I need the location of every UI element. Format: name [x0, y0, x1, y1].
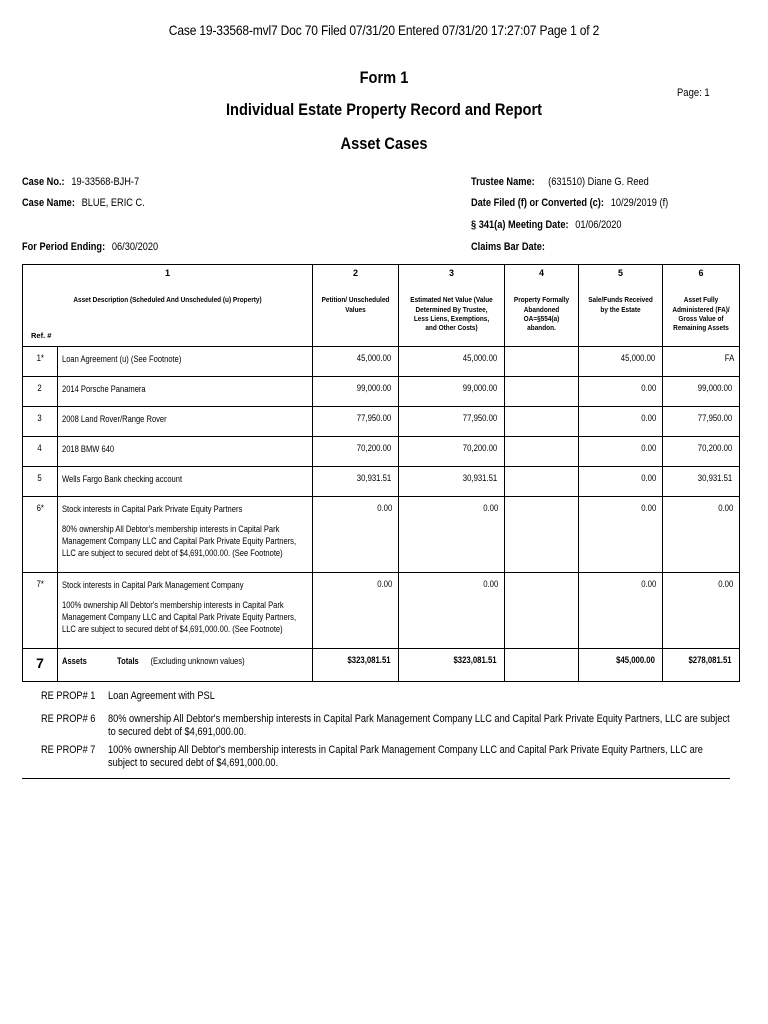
asset-description: 2014 Porsche Panamera [58, 377, 313, 407]
table-row [23, 573, 740, 649]
form-subtitle: Individual Estate Property Record and Report [225, 100, 543, 119]
petition-value: 99,000.00 [313, 377, 399, 407]
table-row [23, 377, 740, 407]
ref-number: 6* [23, 497, 58, 573]
remaining-value: 99,000.00 [663, 377, 740, 407]
abandoned-value [505, 497, 579, 573]
case-number-label: Case No.: [22, 176, 65, 188]
column-header-label: Property Formally Abandoned OA=§554(a) abandon. [513, 295, 570, 333]
sale-value: 0.00 [579, 437, 663, 467]
total-abandoned [505, 649, 579, 682]
sale-value: 0.00 [579, 573, 663, 649]
abandoned-value [505, 377, 579, 407]
column-header-label: Estimated Net Value (Value Determined By Trustee, Less Liens, Exemptions, and Other Costs) [410, 295, 493, 333]
column-header-label: Sale/Funds Received by the Estate [588, 295, 653, 314]
table-row [23, 467, 740, 497]
column-header-remaining [663, 265, 740, 347]
abandoned-value [505, 407, 579, 437]
claims-bar-date-label: Claims Bar Date: [471, 241, 545, 253]
remaining-value: 0.00 [663, 497, 740, 573]
period-ending-label: For Period Ending: [22, 241, 106, 253]
table-row [23, 437, 740, 467]
footnotes-divider [22, 778, 730, 779]
petition-value: 0.00 [313, 497, 399, 573]
column-header-sale-funds [579, 265, 663, 347]
footnote-label: RE PROP# 6 [41, 713, 96, 726]
petition-value: 45,000.00 [313, 347, 399, 377]
sale-value: 0.00 [579, 377, 663, 407]
column-number: 1 [165, 268, 171, 278]
net-value: 99,000.00 [399, 377, 505, 407]
ref-number: 2 [23, 377, 58, 407]
footnote-text: 80% ownership All Debtor's membership interests in Capital Park Management Company LLC and Capital Park Private Equity Partners, LLC are subject to secured debt of $4,691,000.00. [108, 713, 730, 739]
ref-number: 3 [23, 407, 58, 437]
net-value: 45,000.00 [399, 347, 505, 377]
column-number: 3 [449, 268, 455, 278]
remaining-value: 77,950.00 [663, 407, 740, 437]
sale-value: 0.00 [579, 497, 663, 573]
total-net-value: $323,081.51 [399, 649, 505, 682]
case-name-label: Case Name: [22, 197, 75, 209]
column-header-petition [313, 265, 399, 347]
total-sale: $45,000.00 [579, 649, 663, 682]
remaining-value: FA [663, 347, 740, 377]
table-row [23, 497, 740, 573]
footnote-label: RE PROP# 7 [41, 743, 96, 756]
total-petition: $323,081.51 [313, 649, 399, 682]
date-filed-value: 10/29/2019 (f) [610, 197, 669, 209]
totals-label-text: Totals [117, 656, 139, 666]
asset-description: 2008 Land Rover/Range Rover [58, 407, 313, 437]
net-value: 77,950.00 [399, 407, 505, 437]
remaining-value: 0.00 [663, 573, 740, 649]
footnote [22, 713, 730, 739]
form-section-title: Asset Cases [340, 134, 428, 153]
asset-description: Stock interests in Capital Park Management Company 100% ownership All Debtor's membership interests in Capital Park Management Company LLC and Capital Park Private Equity Partners, LLC are subject to secured debt of $4,691,000.00. (See Footnote) [58, 573, 313, 649]
form-title: Form 1 [359, 68, 409, 87]
column-header-label: Asset Description (Scheduled And Unscheduled (u) Property) [73, 295, 262, 305]
asset-description: Loan Agreement (u) (See Footnote) [58, 347, 313, 377]
assets-label: Assets [62, 656, 87, 666]
table-row [23, 407, 740, 437]
trustee-name-value: (631510) Diane G. Reed [548, 176, 649, 188]
meeting-date [471, 219, 622, 231]
footnotes [22, 690, 730, 780]
petition-value: 77,950.00 [313, 407, 399, 437]
total-remaining: $278,081.51 [663, 649, 740, 682]
asset-description: Wells Fargo Bank checking account [58, 467, 313, 497]
case-name-value: BLUE, ERIC C. [81, 197, 145, 209]
ref-number: 4 [23, 437, 58, 467]
ref-number: 5 [23, 467, 58, 497]
ref-number: 7* [23, 573, 58, 649]
petition-value: 70,200.00 [313, 437, 399, 467]
asset-note: 100% ownership All Debtor's membership interests in Capital Park Management Company LLC and Capital Park Private Equity Partners, LLC are subject to secured debt of $4,691,000.00. (See Footnote) [62, 600, 297, 635]
asset-table [22, 264, 740, 682]
meeting-date-value: 01/06/2020 [575, 219, 622, 231]
column-header-label: Petition/ Unscheduled Values [321, 295, 390, 314]
date-filed-label: Date Filed (f) or Converted (c): [471, 197, 604, 209]
excluding-note: (Excluding unknown values) [150, 656, 245, 666]
case-number [22, 176, 139, 188]
trustee-name [471, 176, 649, 188]
column-number: 4 [539, 268, 545, 278]
date-filed [471, 197, 668, 209]
column-header-label: Asset Fully Administered (FA)/ Gross Value of Remaining Assets [672, 295, 730, 333]
remaining-value: 30,931.51 [663, 467, 740, 497]
remaining-value: 70,200.00 [663, 437, 740, 467]
asset-description: 2018 BMW 640 [58, 437, 313, 467]
abandoned-value [505, 347, 579, 377]
case-name [22, 197, 145, 209]
footnote [22, 690, 730, 703]
claims-bar-date [471, 241, 552, 253]
column-header-description [23, 265, 313, 347]
abandoned-value [505, 573, 579, 649]
column-number: 6 [698, 268, 704, 278]
column-number: 2 [353, 268, 359, 278]
net-value: 30,931.51 [399, 467, 505, 497]
footnote [22, 744, 730, 770]
page-number: Page: 1 [677, 87, 710, 99]
ref-number-header: Ref. # [31, 330, 52, 340]
totals-row [23, 649, 740, 682]
case-number-value: 19-33568-BJH-7 [71, 176, 140, 188]
sale-value: 0.00 [579, 467, 663, 497]
column-number: 5 [618, 268, 624, 278]
asset-note: 80% ownership All Debtor's membership interests in Capital Park Management Company LLC and Capital Park Private Equity Partners, LLC are subject to secured debt of $4,691,000.00. (See Footnote) [62, 524, 297, 559]
period-ending-value: 06/30/2020 [111, 241, 159, 253]
abandoned-value [505, 437, 579, 467]
table-header-row [23, 265, 740, 347]
period-ending [22, 241, 158, 253]
asset-count: 7 [23, 649, 58, 682]
sale-value: 45,000.00 [579, 347, 663, 377]
petition-value: 30,931.51 [313, 467, 399, 497]
petition-value: 0.00 [313, 573, 399, 649]
court-filing-stamp: Case 19-33568-mvl7 Doc 70 Filed 07/31/20 Entered 07/31/20 17:27:07 Page 1 of 2 [168, 22, 600, 38]
asset-description: Stock interests in Capital Park Private Equity Partners 80% ownership All Debtor's membership interests in Capital Park Management Company LLC and Capital Park Private Equity Partners, LLC are subject to secured debt of $4,691,000.00. (See Footnote) [58, 497, 313, 573]
meeting-date-label: § 341(a) Meeting Date: [471, 219, 569, 231]
column-header-net-value [399, 265, 505, 347]
ref-number: 1* [23, 347, 58, 377]
totals-label [58, 649, 313, 682]
sale-value: 0.00 [579, 407, 663, 437]
trustee-name-label: Trustee Name: [471, 176, 535, 188]
footnote-label: RE PROP# 1 [41, 690, 96, 702]
net-value: 70,200.00 [399, 437, 505, 467]
net-value: 0.00 [399, 497, 505, 573]
column-header-abandoned [505, 265, 579, 347]
net-value: 0.00 [399, 573, 505, 649]
abandoned-value [505, 467, 579, 497]
table-row [23, 347, 740, 377]
footnote-text: 100% ownership All Debtor's membership interests in Capital Park Management Company LLC and Capital Park Private Equity Partners, LLC are subject to secured debt of $4,691,000.00. [108, 743, 703, 769]
footnote-text: Loan Agreement with PSL [108, 690, 215, 702]
